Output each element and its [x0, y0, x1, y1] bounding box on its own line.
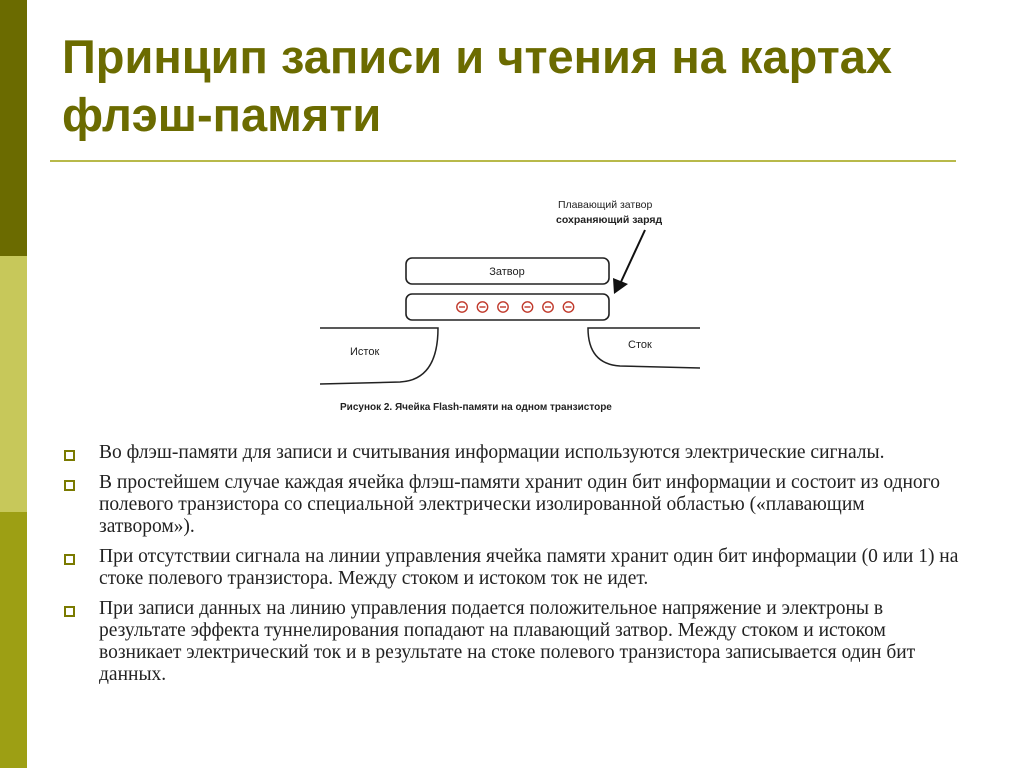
drain-label: Сток	[628, 339, 652, 351]
side-bar-middle	[0, 256, 27, 512]
source-label: Исток	[350, 346, 380, 358]
callout-line-1: Плавающий затвор	[558, 199, 653, 211]
bullet-item	[62, 472, 962, 538]
figure-caption: Рисунок 2. Ячейка Flash-памяти на одном транзисторе	[340, 402, 612, 413]
square-bullet-icon	[64, 606, 75, 617]
bullet-item	[62, 442, 962, 464]
callout-arrow-head	[613, 278, 628, 294]
square-bullet-icon	[64, 554, 75, 565]
flash-cell-diagram	[310, 188, 710, 423]
gate-label: Затвор	[489, 266, 525, 278]
side-bar-bottom	[0, 512, 27, 768]
bullet-item	[62, 598, 962, 686]
bullet-item	[62, 546, 962, 590]
bullet-list	[62, 442, 962, 694]
bullet-text: В простейшем случае каждая ячейка флэш-памяти хранит один бит информации и состоит из одного полевого транзистора со специальной электрически изолированной областью («плавающим затвором»).	[99, 472, 940, 537]
square-bullet-icon	[64, 480, 75, 491]
callout-line-2: сохраняющий заряд	[556, 214, 663, 226]
square-bullet-icon	[64, 450, 75, 461]
title-underline	[50, 160, 956, 162]
side-bar-top	[0, 0, 27, 256]
callout-arrow-line	[620, 230, 645, 284]
bullet-text: При записи данных на линию управления подается положительное напряжение и электроны в результате эффекта туннелирования попадают на плавающий затвор. Между стоком и истоком возникает электрический ток и в результате на стоке полевого транзистора записывается один бит данных.	[99, 598, 916, 685]
bullet-text: При отсутствии сигнала на линии управления ячейка памяти хранит один бит информации (0 или 1) на стоке полевого транзистора. Между стоком и истоком ток не идет.	[99, 546, 959, 589]
slide-title: Принцип записи и чтения на картах флэш-памяти	[62, 30, 893, 141]
bullet-text: Во флэш-памяти для записи и считывания информации используются электрические сигналы.	[99, 442, 885, 463]
